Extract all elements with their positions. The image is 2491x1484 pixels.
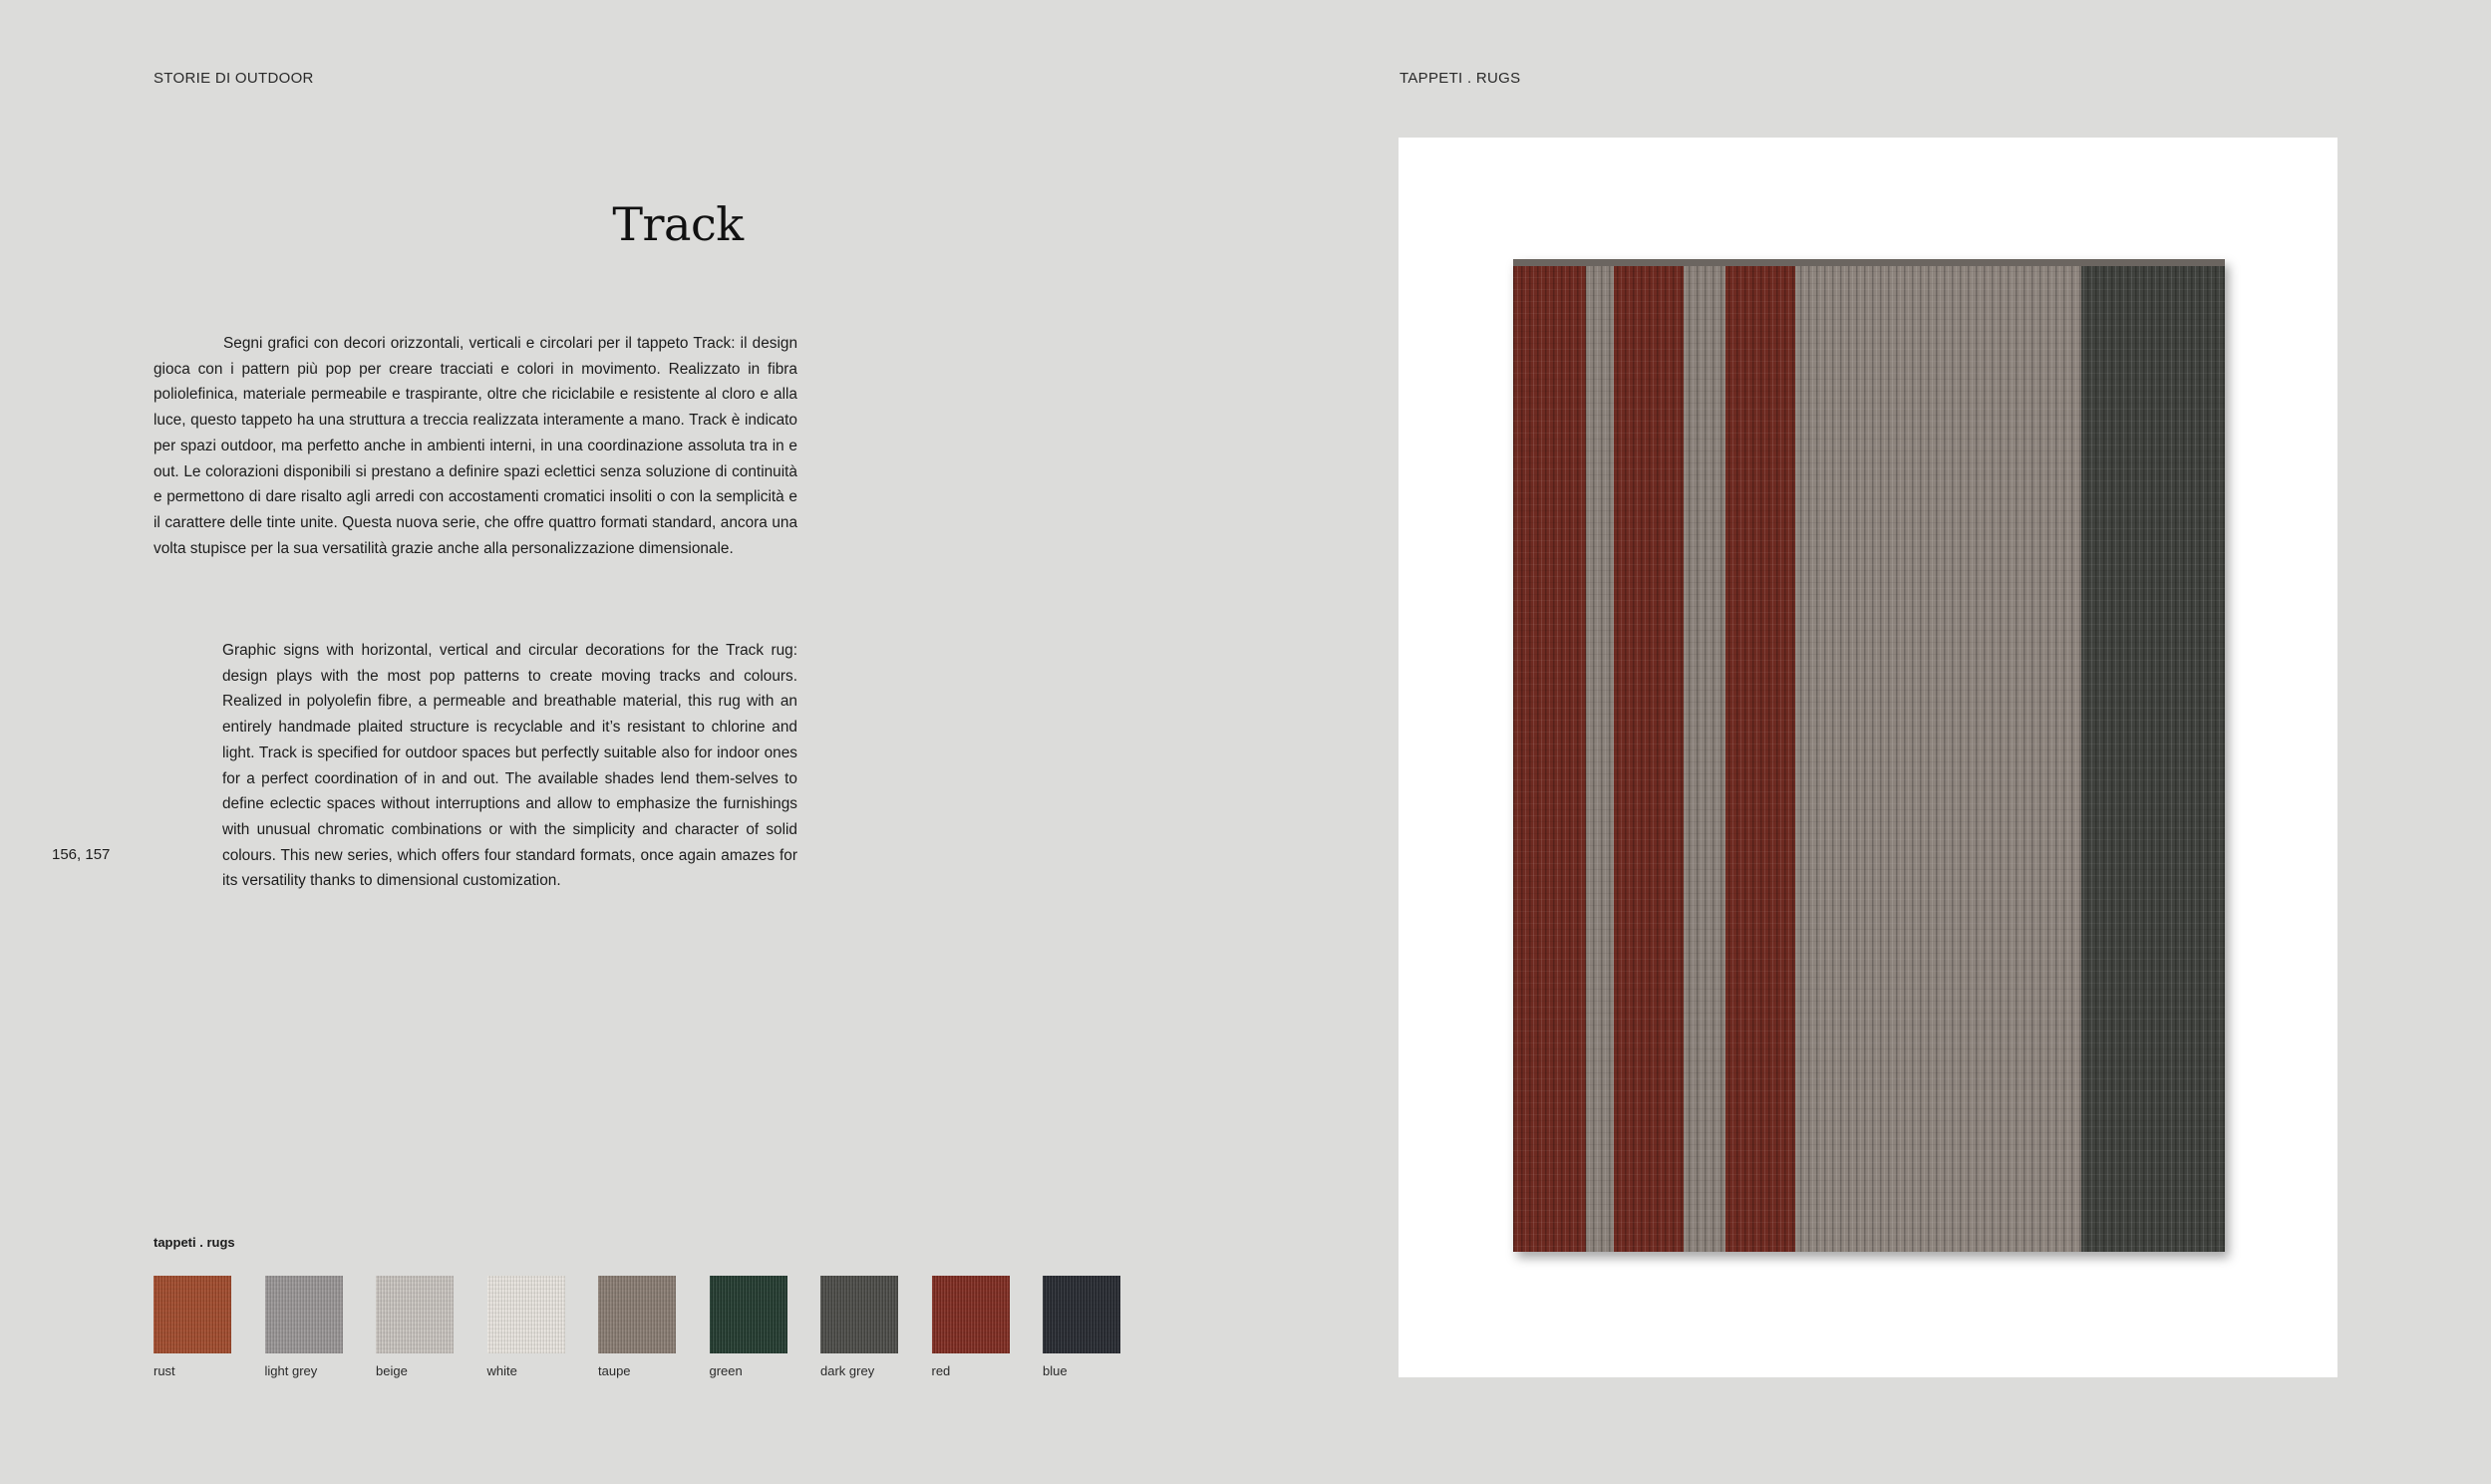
swatch-taupe [598,1276,676,1378]
swatch-label: green [709,1363,743,1378]
product-image-panel [1399,138,2337,1377]
page-numbers: 156, 157 [52,846,111,863]
rug-top-edge [1513,259,2225,266]
swatch-label: beige [376,1363,408,1378]
swatch-sample [710,1276,787,1353]
header-left-section-title: STORIE DI OUTDOOR [154,70,314,87]
swatch-sample [265,1276,343,1353]
swatch-label: rust [154,1363,175,1378]
swatch-label: red [931,1363,951,1378]
description-english: Graphic signs with horizontal, vertical and circular decorations for the Track rug: design plays with the most pop patterns to create moving tracks and colours. Realized in polyolefin fibre, a permeable and breathable material, this rug with an entirely handmade plaited structure is recyclable and it’s resistant to chlorine and light. Track is specified for outdoor spaces but perfectly suitable also for indoor ones for a perfect coordination of in and out. The available shades lend them-selves to define eclectic spaces without interruptions and allow to emphasize the furnishings with unusual chromatic combinations or with the simplicity and character of solid colours. This new series, which offers four standard formats, once again amazes for its versatility thanks to dimensional customization. [222,642,797,890]
swatch-sample [376,1276,454,1353]
rug-image [1513,259,2225,1252]
swatch-green [710,1276,787,1378]
swatch-label: taupe [598,1363,631,1378]
description-italian: Segni grafici con decori orizzontali, verticali e circolari per il tappeto Track: il design gioca con i pattern più pop per creare tracciati e colori in movimento. Realizzato in fibra poliolefinica, materiale permeabile e traspirante, oltre che riciclabile e resistente al cloro e alla luce, questo tappeto ha una struttura a treccia realizzata interamente a mano. Track è indicato per spazi outdoor, ma perfetto anche in ambienti interni, in una coordinazione assoluta tra in e out. Le colorazioni disponibili si prestano a definire spazi eclettici senza soluzione di continuità e permettono di dare risalto agli arredi con accostamenti cromatici insoliti o con la semplicità e il carattere delle tinte unite. Questa nuova serie, che offre quattro formati standard, ancora una volta stupisce per la sua versatilità grazie anche alla personalizzazione dimensionale. [154,335,797,557]
swatch-red [932,1276,1010,1378]
swatch-sample [1043,1276,1120,1353]
swatch-sample [820,1276,898,1353]
swatch-sample [598,1276,676,1353]
swatch-label: blue [1043,1363,1068,1378]
swatch-sample [154,1276,231,1353]
swatches-heading: tappeti . rugs [154,1235,235,1250]
swatch-sample [932,1276,1010,1353]
swatch-sample [487,1276,565,1353]
rug-stripes [1513,259,2225,1252]
swatch-blue [1043,1276,1120,1378]
swatch-light-grey [265,1276,343,1378]
swatch-beige [376,1276,454,1378]
swatch-rust [154,1276,231,1378]
swatch-label: light grey [264,1363,318,1378]
swatch-dark-grey [820,1276,898,1378]
swatch-white [487,1276,565,1378]
header-right-section-title: TAPPETI . RUGS [1400,70,1521,87]
swatch-label: white [486,1363,517,1378]
swatch-label: dark grey [820,1363,875,1378]
page-title: Track [612,197,744,251]
color-swatches [154,1276,1154,1378]
